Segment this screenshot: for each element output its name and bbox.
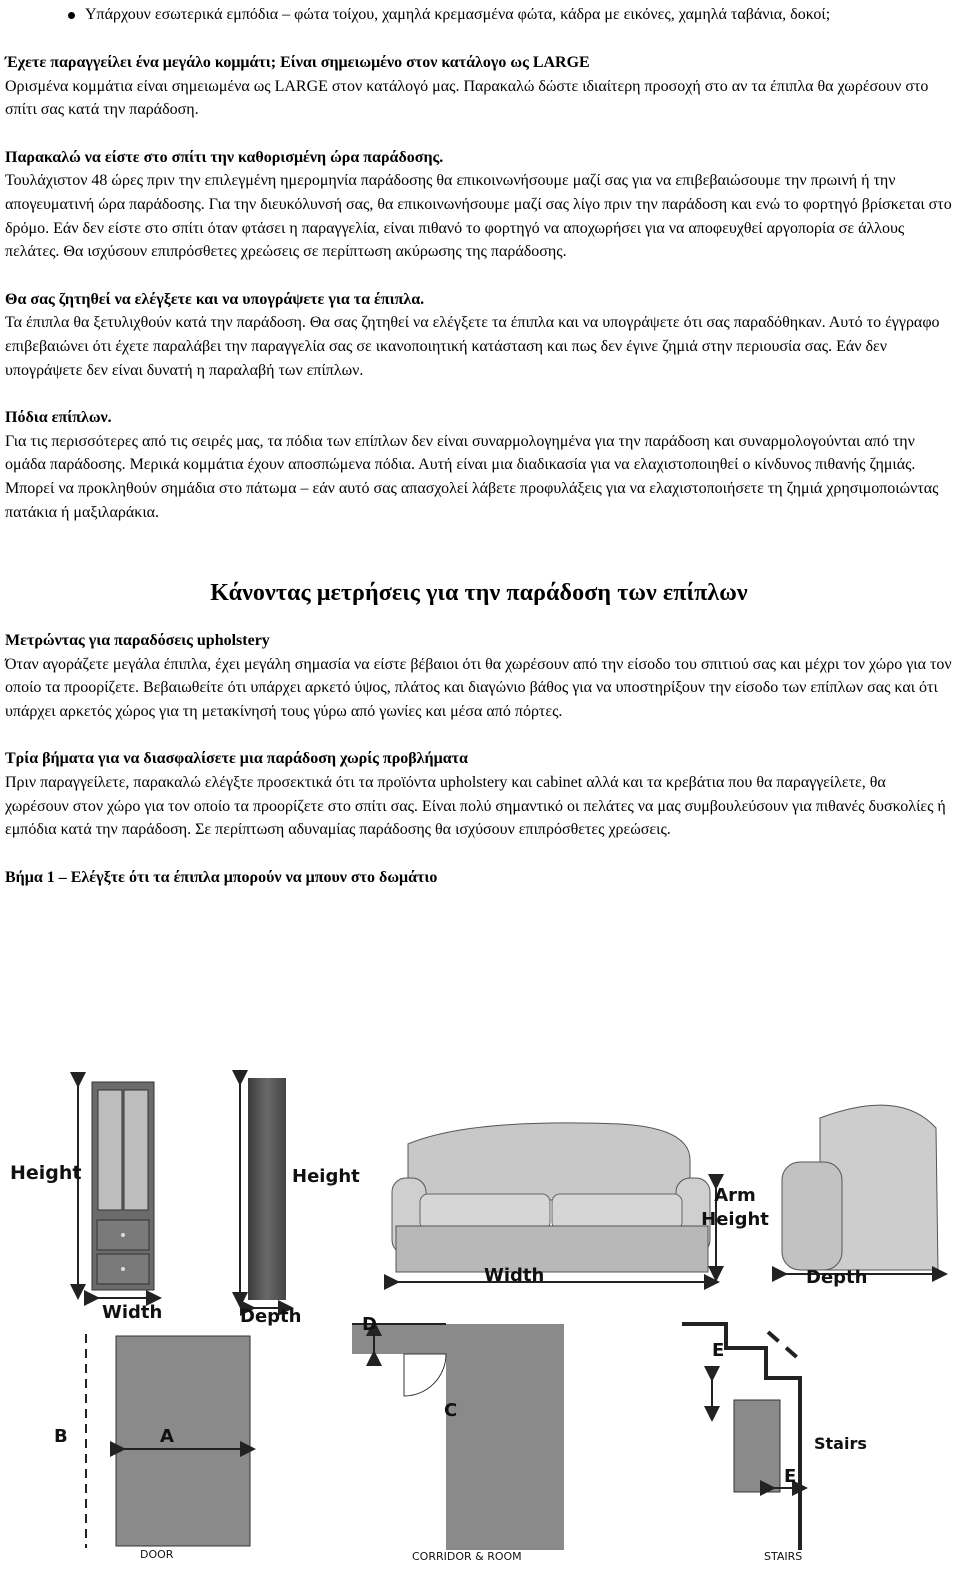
side-panel-illustration [240,1078,286,1308]
stairs-diagram [682,1324,800,1550]
sofa-front-illustration [392,1123,716,1282]
measuring-heading: Μετρώντας για παραδόσεις upholstery [5,632,270,650]
measurement-illustration [0,1070,960,1572]
stairs-label: Stairs [814,1434,867,1453]
bullet-icon [68,12,75,19]
large-items-text: Ορισμένα κομμάτια είναι σημειωμένα ως LARGE στον κατάλογό μας. Παρακαλώ δώστε ιδιαίτερη προσοχή στο αν τα έπιπλα θα χωρέσουν στο σπίτι σας κατά την παράδοση. [5,77,929,119]
legs-text: Για τις περισσότερες από τις σειρές μας, τα πόδια των επίπλων δεν είναι συναρμολογημένα για την παράδοση και συναρμολογούνται από την ομάδα παράδοσης. Μερικά κομμάτια έχουν αποσπώμενα πόδια. Αυτή είναι μια διαδικασία για να ελαχιστοποιηθεί ο κίνδυνος πιθανής ζημιάς. Μπορεί να προκληθούν σημάδια στο πάτωμα – εάν αυτό σας απασχολεί λάβετε προφυλάξεις για να ελαχιστοποιήσετε τη ζημιά χρησιμοποιώντας πατάκια ή μαξιλαράκια. [5,432,939,521]
corridor-d-label: D [362,1314,377,1335]
cabinet-height-label: Height [10,1162,82,1184]
legs-heading: Πόδια επίπλων. [5,409,112,427]
cabinet-illustration [78,1080,154,1298]
obstacles-bullet [5,3,953,27]
stairs-caption: STAIRS [764,1550,803,1563]
check-sign-text: Τα έπιπλα θα ξετυλιχθούν κατά την παράδοση. Θα σας ζητηθεί να ελέγξετε τα έπιπλα και να υπογράψετε ότι σας παραδόθηκαν. Αυτό το έγγραφο επιβεβαιώνει ότι έχετε παραλάβει την παραγγελία σας σε ικανοποιητική κατάσταση και πως δεν έγινε ζημιά στην περιουσία σας. Εάν δεν υπογράψετε δεν είναι δυνατή η παραλαβή των επίπλων. [5,314,940,379]
corridor-caption: CORRIDOR & ROOM [412,1550,522,1563]
panel-height-label: Height [292,1166,360,1187]
sofa-depth-label: Depth [806,1267,868,1288]
large-items-heading: Έχετε παραγγείλει ένα μεγάλο κομμάτι; Είναι σημειωμένο στον κατάλογο ως LARGE [5,54,590,71]
check-sign-heading: Θα σας ζητηθεί να ελέγξετε και να υπογράψετε για τα έπιπλα. [5,290,425,308]
panel-depth-label: Depth [240,1306,302,1327]
corridor-diagram [352,1324,564,1550]
legs-section [5,406,953,524]
corridor-c-label: C [444,1400,458,1421]
cabinet-width-label: Width [102,1302,163,1323]
sofa-arm-height-label: Arm Height [701,1185,769,1230]
three-steps-text: Πριν παραγγείλετε, παρακαλώ ελέγξτε προσεκτικά ότι τα προϊόντα upholstery και cabinet αλλά και τα κρεβάτια που θα παραγγείλετε, θα χωρέσουν στον χώρο για τον οποίο τα προορίζετε στο σπίτι σας. Είναι πολύ σημαντικό οι πελάτες να μας συμβουλεύσουν για πιθανές δυσκολίες ή εμπόδια κατά την παράδοση. Σε περίπτωση αδυναμίας παράδοσης θα ισχύσουν επιπρόσθετες χρεώσεις. [5,774,946,839]
door-a-label: A [160,1426,174,1447]
document-page [5,0,953,889]
be-home-section [5,146,953,264]
three-steps-heading: Τρία βήματα για να διασφαλίσετε μια παράδοση χωρίς προβλήματα [5,750,468,768]
stairs-e-top-label: E [712,1340,725,1361]
be-home-heading: Παρακαλώ να είστε στο σπίτι την καθορισμένη ώρα παράδοσης. [5,148,444,166]
three-steps-section [5,747,953,841]
sofa-side-illustration [780,1105,940,1274]
measuring-text: Όταν αγοράζετε μεγάλα έπιπλα, έχει μεγάλη σημασία να είστε βέβαιοι ότι θα χωρέσουν από την είσοδο του σπιτιού σας και μέχρι τον χώρο για τον οποίο τα προορίζετε. Βεβαιωθείτε ότι υπάρχει αρκετό ύψος, πλάτος και διαγώνιο βάθος για να υποστηρίξουν την είσοδο των επίπλων σας και ότι υπάρχει αρκετός χώρος για τη μετακίνησή τους γύρω από γωνίες και μέσα από πόρτες. [5,655,952,720]
obstacles-text: Υπάρχουν εσωτερικά εμπόδια – φώτα τοίχου, χαμηλά κρεμασμένα φώτα, κάδρα με εικόνες, χαμηλά ταβάνια, δοκοί; [85,6,831,23]
step1-section [5,866,953,890]
door-caption: DOOR [140,1548,174,1561]
be-home-text: Τουλάχιστον 48 ώρες πριν την επιλεγμένη ημερομηνία παράδοσης θα επικοινωνήσουμε μαζί σας για να επιβεβαιώσουμε την πρωινή ή την απογευματινή ώρα παράδοσης. Για την διευκόλυνσή σας, θα επικοινωνήσουμε μαζί σας λίγο πριν την παράδοση και ενώ το φορτηγό βρίσκεται στο δρόμο. Εάν δεν είστε στο σπίτι όταν φτάσει η παραγγελία, είναι πιθανό το φορτηγό να αποχωρήσει για να αποφευχθεί αργοπορία σε άλλους πελάτες. Θα ισχύσουν επιπρόσθετες χρεώσεις σε περίπτωση ακύρωσης της παράδοσης. [5,172,952,261]
stairs-e-bottom-label: E [784,1466,797,1487]
door-b-label: B [54,1426,68,1447]
sofa-width-label: Width [484,1265,545,1286]
main-heading: Κάνοντας μετρήσεις για την παράδοση των επίπλων [210,580,748,607]
check-sign-section [5,288,953,382]
large-items-section [5,51,953,122]
step1-heading: Βήμα 1 – Ελέγξτε ότι τα έπιπλα μπορούν να μπουν στο δωμάτιο [5,868,438,886]
measuring-section [5,629,953,723]
